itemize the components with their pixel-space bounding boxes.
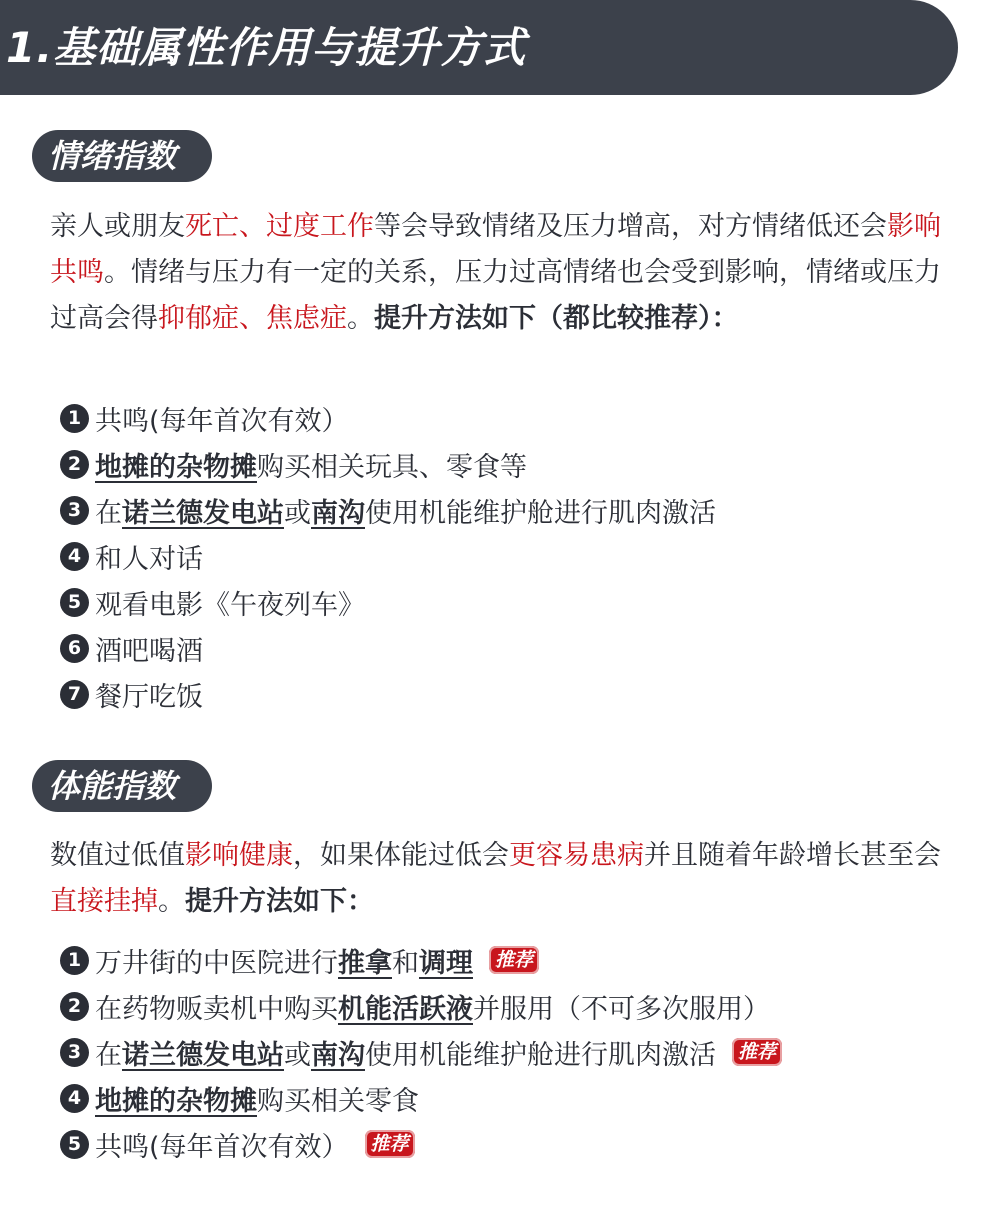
location-link[interactable]: 南沟 [311, 497, 365, 529]
number-badge: 3 [60, 496, 89, 525]
stamina-method-list [60, 937, 960, 1167]
item-link[interactable]: 机能活跃液 [338, 993, 473, 1025]
number-badge: 3 [60, 1038, 89, 1067]
location-link[interactable]: 诺兰德发电站 [122, 497, 284, 529]
list-item: 1 共鸣(每年首次有效） [60, 395, 960, 441]
list-item: 3 在 诺兰德发电站 或 南沟 使用机能维护舱进行肌肉激活 推荐 [60, 1029, 960, 1075]
list-item: 4 地摊的杂物摊 购买相关零食 [60, 1075, 960, 1121]
list-item: 5 共鸣(每年首次有效） 推荐 [60, 1121, 960, 1167]
list-item: 6 酒吧喝酒 [60, 625, 960, 671]
mood-heading: 情绪指数 [32, 130, 212, 182]
number-badge: 7 [60, 680, 89, 709]
number-badge: 2 [60, 992, 89, 1021]
number-badge: 2 [60, 450, 89, 479]
stamina-heading: 体能指数 [32, 760, 212, 812]
list-item: 5 观看电影《午夜列车》 [60, 579, 960, 625]
location-link[interactable]: 诺兰德发电站 [122, 1039, 284, 1071]
number-badge: 5 [60, 1130, 89, 1159]
list-item: 4 和人对话 [60, 533, 960, 579]
location-link[interactable]: 南沟 [311, 1039, 365, 1071]
list-item: 2 地摊的杂物摊 购买相关玩具、零食等 [60, 441, 960, 487]
mood-description: 亲人或朋友死亡、过度工作等会导致情绪及压力增高，对方情绪低还会影响共鸣。情绪与压力有一定的关系，压力过高情绪也会受到影响，情绪或压力过高会得抑郁症、焦虑症。提升方法如下（都比较推荐）： [50, 211, 941, 334]
number-badge: 6 [60, 634, 89, 663]
mood-method-list [60, 395, 960, 717]
location-link[interactable]: 地摊的杂物摊 [95, 451, 257, 483]
number-badge: 1 [60, 946, 89, 975]
section-banner [0, 0, 958, 95]
method-link[interactable]: 调理 [419, 947, 473, 979]
section-title: 1.基础属性作用与提升方式 [6, 23, 527, 72]
list-item: 3 在 诺兰德发电站 或 南沟 使用机能维护舱进行肌肉激活 [60, 487, 960, 533]
list-item: 2 在药物贩卖机中购买 机能活跃液 并服用（不可多次服用） [60, 983, 960, 1029]
number-badge: 4 [60, 1084, 89, 1113]
number-badge: 1 [60, 404, 89, 433]
recommend-badge: 推荐 [732, 1038, 782, 1066]
location-link[interactable]: 地摊的杂物摊 [95, 1085, 257, 1117]
recommend-badge: 推荐 [365, 1130, 415, 1158]
number-badge: 4 [60, 542, 89, 571]
stamina-description: 数值过低值影响健康，如果体能过低会更容易患病并且随着年龄增长甚至会直接挂掉。提升方法如下： [50, 840, 941, 917]
number-badge: 5 [60, 588, 89, 617]
method-link[interactable]: 推拿 [338, 947, 392, 979]
recommend-badge: 推荐 [489, 946, 539, 974]
list-item: 7 餐厅吃饭 [60, 671, 960, 717]
list-item: 1 万井街的中医院进行 推拿 和 调理 推荐 [60, 937, 960, 983]
